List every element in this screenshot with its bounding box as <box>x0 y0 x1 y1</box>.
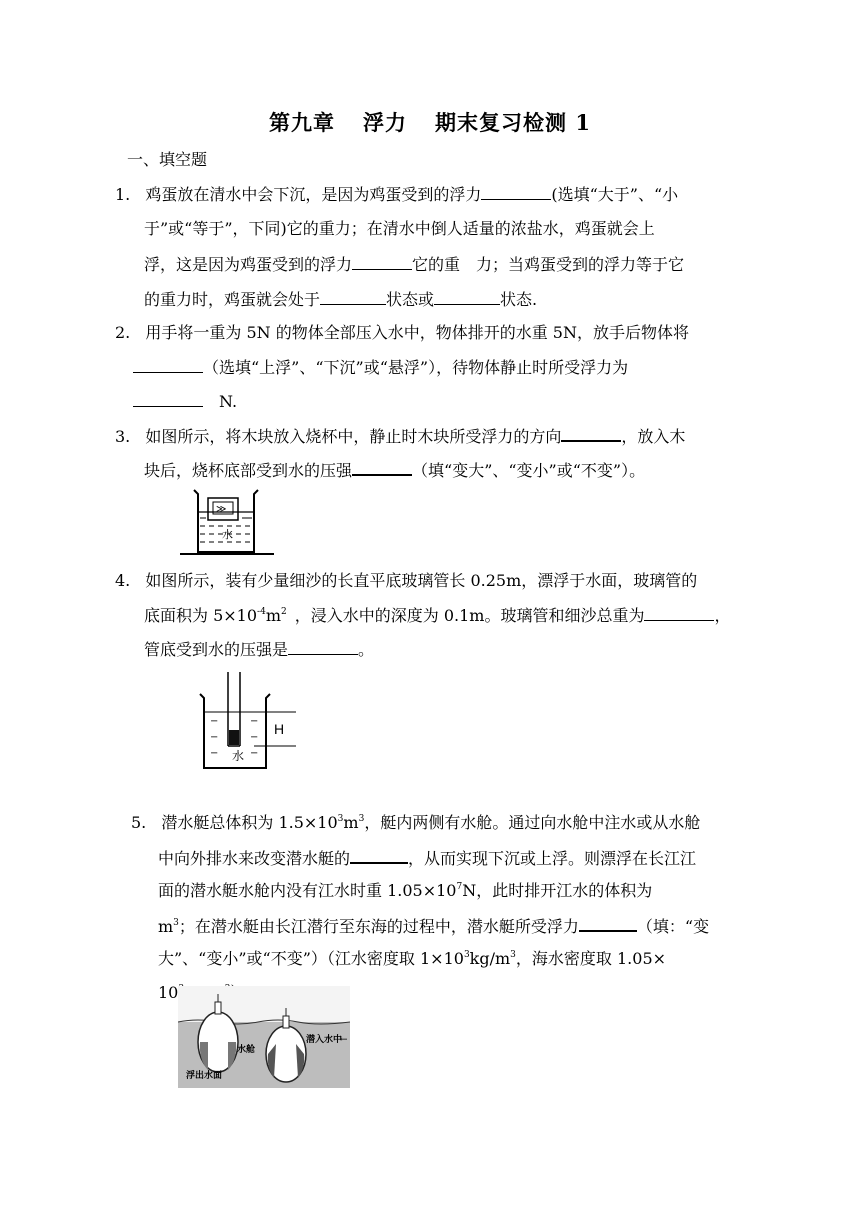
q5-line3: 面的潜水艇水舱内没有江水时重 $1.05\times 10^7N$，此时排开江水的体积为 <box>158 881 653 900</box>
q5-dive-label: 潜入水中 <box>306 1035 343 1045</box>
svg-text:≫: ≫ <box>216 504 227 515</box>
q2-line1: 2. 用手将一重为 5N 的物体全部压入水中，物体排开的水重 5N，放手后物体将 <box>115 323 689 342</box>
q1-line4: 的重力时，鸡蛋就会处于 状态或 状态. <box>144 290 538 309</box>
q4-line1: 4. 如图所示，装有少量细沙的长直平底玻璃管长 0.25m，漂浮于水面，玻璃管的 <box>115 571 698 590</box>
svg-text:−: − <box>250 716 259 727</box>
q2-line2: （选填“上浮”、“下沉”或“悬浮”），待物体静止时所受浮力为 <box>133 356 628 379</box>
svg-text:−: − <box>210 732 219 743</box>
page-title <box>0 107 860 137</box>
q1-blank-2[interactable] <box>352 253 412 270</box>
q4-h-label: H <box>274 721 285 737</box>
svg-text:−: − <box>250 748 259 759</box>
q4-blank-2[interactable] <box>288 638 358 655</box>
q1-blank-1[interactable] <box>481 183 551 200</box>
q5-line4: $m^3$；在潜水艇由长江潜行至东海的过程中，潜水艇所受浮力 （填：“变 <box>158 914 709 938</box>
svg-text:−: − <box>210 748 219 759</box>
q5-blank-2[interactable] <box>579 914 637 932</box>
section-heading: 一、填空题 <box>127 150 208 169</box>
q3-blank-1[interactable] <box>561 424 621 442</box>
submarine-figure <box>178 986 350 1088</box>
q5-line2: 中向外排水来改变潜水艇的 ，从而实现下沉或上浮。则漂浮在长江江 <box>158 846 696 870</box>
q4-line2: 底面积为 $5\times 10^{-4}m^2$ ，浸入水中的深度为 0.1m。玻璃管和细沙总重为 ， <box>144 606 731 625</box>
q5-line6: 10 <box>158 983 179 1002</box>
q5-line1: 5. 潜水艇总体积为 $1.5\times 10^3m^3$，艇内两侧有水舱。通过向水舱中注水或从水舱 <box>131 813 701 832</box>
q3-line2: 块后，烧杯底部受到水的压强 （填“变大”、“变小”或“不变”）。 <box>144 458 645 482</box>
glass-tube-figure <box>192 668 300 772</box>
q2-blank-1[interactable] <box>133 356 203 373</box>
q3-number: 3. <box>115 427 131 446</box>
q5-blank-1[interactable] <box>350 846 408 864</box>
q5-number: 5. <box>131 813 147 832</box>
q3-blank-2[interactable] <box>352 458 412 476</box>
q5-line5: 大”、“变小”或“不变”）（江水密度取 $1\times 10^3kg/m^3$，海水密度取 1.05× <box>158 949 667 968</box>
q2-line3: N. <box>133 390 237 413</box>
q3-line1: 3. 如图所示，将木块放入烧杯中，静止时木块所受浮力的方向 ，放入木 <box>115 424 685 448</box>
q2-number: 2. <box>115 323 131 342</box>
q2-blank-2[interactable] <box>133 390 203 407</box>
svg-text:←: ← <box>340 1035 348 1045</box>
title-topic: 浮力 <box>363 110 408 135</box>
q4-line3: 管底受到水的压强是 。 <box>144 640 375 659</box>
q1-line2: 于”或“等于”，下同)它的重力；在清水中倒人适量的浓盐水，鸡蛋就会上 <box>144 219 655 238</box>
svg-text:−: − <box>210 716 219 727</box>
q4-blank-1[interactable] <box>644 604 714 621</box>
q1-blank-4[interactable] <box>434 288 500 305</box>
svg-text:−: − <box>250 732 259 743</box>
beaker-wood-block-figure <box>178 486 278 558</box>
q5-float-label: 浮出水面 <box>186 1071 223 1081</box>
title-test: 期末复习检测 1 <box>435 110 591 135</box>
q5-tank-label: 水舱 <box>237 1045 256 1055</box>
title-chapter: 第九章 <box>269 110 336 135</box>
q1-blank-3[interactable] <box>320 288 386 305</box>
q1-number: 1. <box>115 185 131 204</box>
q4-water-label: 水 <box>232 749 245 763</box>
q1-line1: 1. 鸡蛋放在清水中会下沉，是因为鸡蛋受到的浮力 (选填“大于”、“小 <box>115 185 679 204</box>
q4-number: 4. <box>115 571 131 590</box>
q1-line3: 浮，这是因为鸡蛋受到的浮力 它的重 力；当鸡蛋受到的浮力等于它 <box>144 255 685 274</box>
q3-figure-label: 水 <box>222 528 233 541</box>
